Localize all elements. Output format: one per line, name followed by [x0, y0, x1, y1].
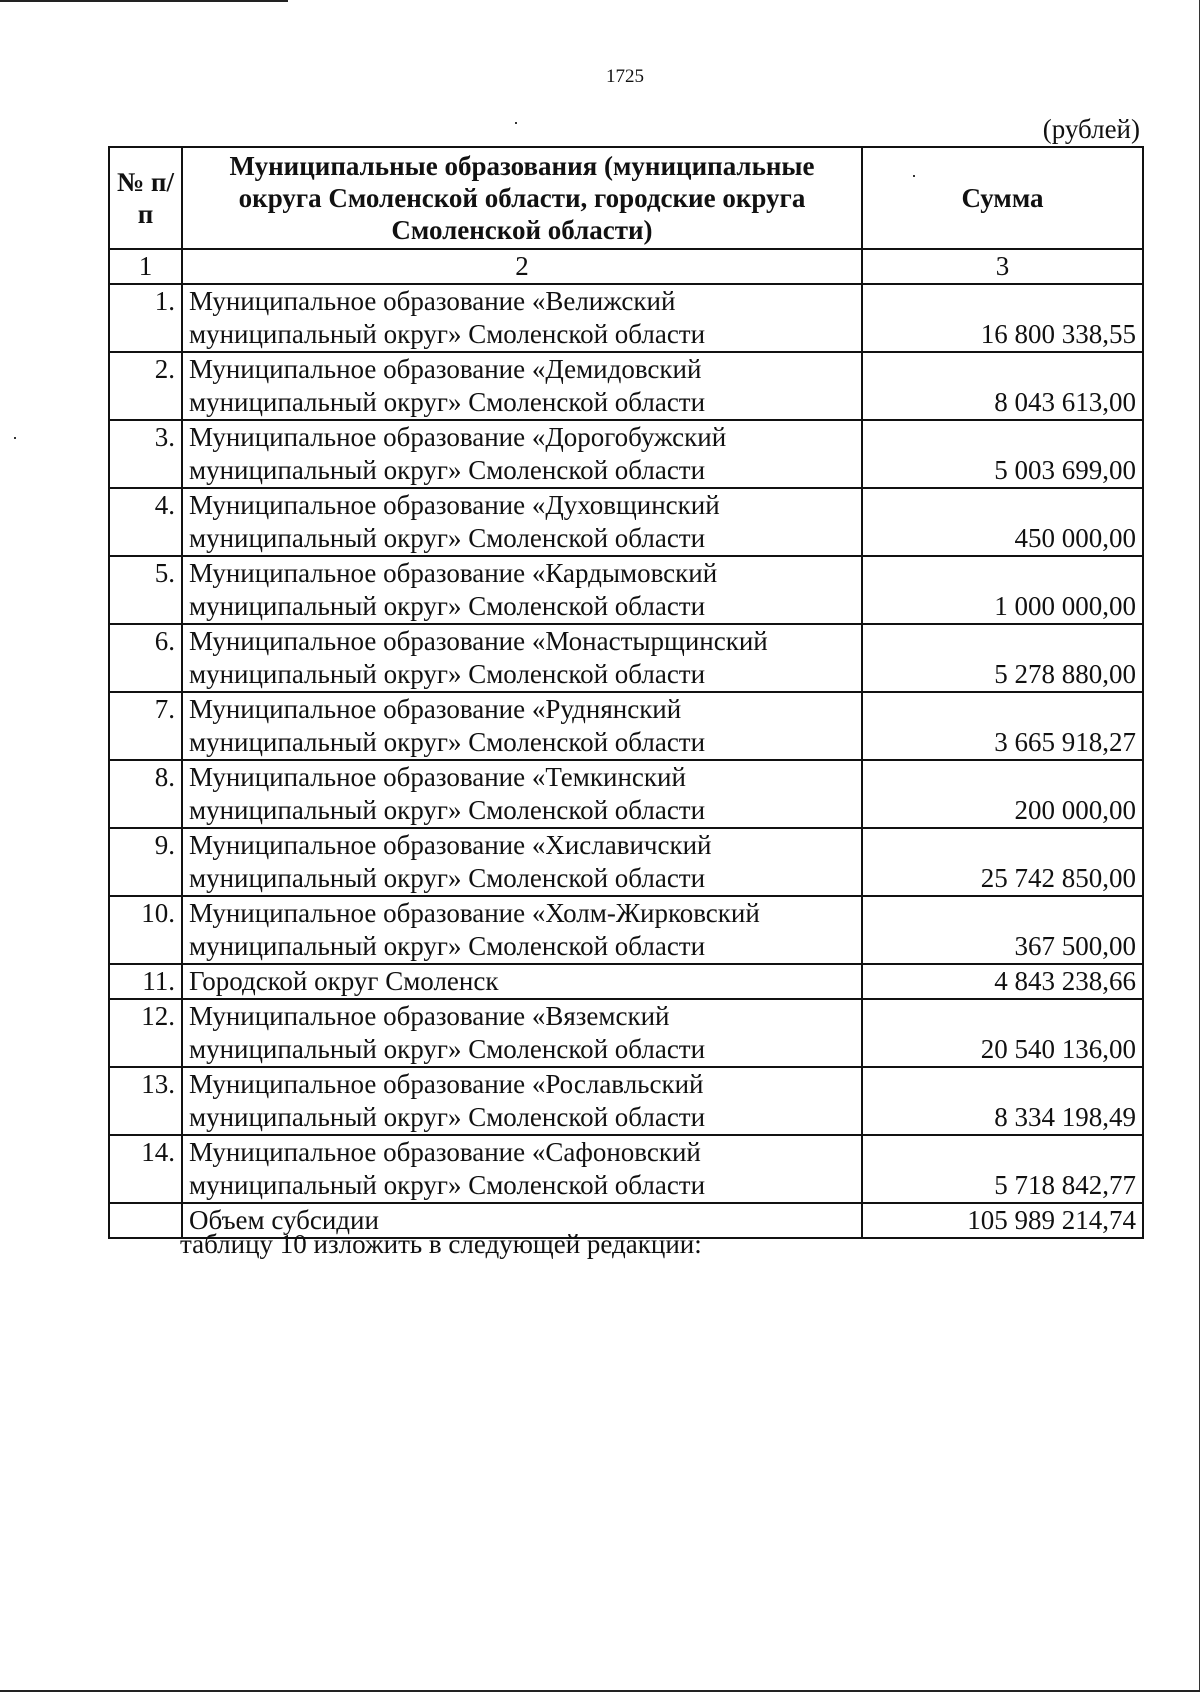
column-number: 1 — [109, 249, 182, 284]
municipality-line-1: Муниципальное образование «Темкинский — [189, 762, 686, 792]
row-municipality — [182, 964, 862, 999]
table-row — [109, 760, 1143, 828]
table-body — [109, 249, 1143, 1238]
row-municipality — [182, 999, 862, 1067]
municipality-line-2: муниципальный округ» Смоленской области — [189, 727, 706, 757]
table-row — [109, 692, 1143, 760]
row-number: 10. — [109, 896, 182, 964]
row-sum: 1 000 000,00 — [862, 556, 1143, 624]
row-sum: 5 278 880,00 — [862, 624, 1143, 692]
row-sum: 25 742 850,00 — [862, 828, 1143, 896]
municipality-line-2: муниципальный округ» Смоленской области — [189, 1170, 706, 1200]
table-row — [109, 964, 1143, 999]
row-number: 4. — [109, 488, 182, 556]
header-num: № п/п — [109, 147, 182, 249]
total-sum: 105 989 214,74 — [862, 1203, 1143, 1238]
table-row — [109, 284, 1143, 352]
units-label: (рублей) — [1042, 114, 1140, 144]
row-municipality — [182, 692, 862, 760]
row-number: 2. — [109, 352, 182, 420]
row-number: 11. — [109, 964, 182, 999]
row-number: 8. — [109, 760, 182, 828]
row-sum: 20 540 136,00 — [862, 999, 1143, 1067]
municipality-line-2: муниципальный округ» Смоленской области — [189, 863, 706, 893]
header-sum: Сумма — [862, 147, 1143, 249]
row-municipality — [182, 828, 862, 896]
column-number: 2 — [182, 249, 862, 284]
table-header-row — [109, 147, 1143, 249]
total-label: Объем субсидии — [182, 1203, 862, 1238]
municipality-line-1: Городской округ Смоленск — [189, 966, 499, 996]
subsidy-table — [108, 146, 1144, 1239]
municipality-line-1: Муниципальное образование «Хиславичский — [189, 830, 712, 860]
municipality-line-1: Муниципальное образование «Велижский — [189, 286, 676, 316]
table-row — [109, 999, 1143, 1067]
row-municipality — [182, 896, 862, 964]
municipality-line-1: Муниципальное образование «Руднянский — [189, 694, 682, 724]
total-empty-cell — [109, 1203, 182, 1238]
column-number-row — [109, 249, 1143, 284]
row-number: 6. — [109, 624, 182, 692]
row-municipality — [182, 624, 862, 692]
scan-speck — [14, 437, 16, 439]
municipality-line-2: муниципальный округ» Смоленской области — [189, 931, 706, 961]
row-number: 3. — [109, 420, 182, 488]
municipality-line-1: Муниципальное образование «Дорогобужский — [189, 422, 727, 452]
row-number: 9. — [109, 828, 182, 896]
municipality-line-1: Муниципальное образование «Рославльский — [189, 1069, 704, 1099]
table-row — [109, 828, 1143, 896]
row-municipality — [182, 556, 862, 624]
municipality-line-2: муниципальный округ» Смоленской области — [189, 523, 706, 553]
page-number: 1725 — [606, 66, 644, 87]
municipality-line-1: Муниципальное образование «Вяземский — [189, 1001, 670, 1031]
row-number: 7. — [109, 692, 182, 760]
row-sum: 450 000,00 — [862, 488, 1143, 556]
header-name: Муниципальные образования (муниципальные округа Смоленской области, городские округа Смоленской области) — [182, 147, 862, 249]
column-number: 3 — [862, 249, 1143, 284]
table-row — [109, 1067, 1143, 1135]
table-row — [109, 1135, 1143, 1203]
row-sum: 367 500,00 — [862, 896, 1143, 964]
municipality-line-2: муниципальный округ» Смоленской области — [189, 795, 706, 825]
municipality-line-2: муниципальный округ» Смоленской области — [189, 591, 706, 621]
table-row — [109, 624, 1143, 692]
row-sum: 5 718 842,77 — [862, 1135, 1143, 1203]
row-sum: 3 665 918,27 — [862, 692, 1143, 760]
municipality-line-2: муниципальный округ» Смоленской области — [189, 319, 706, 349]
row-municipality — [182, 760, 862, 828]
row-sum: 8 043 613,00 — [862, 352, 1143, 420]
municipality-line-1: Муниципальное образование «Холм-Жирковский — [189, 898, 760, 928]
table-row — [109, 556, 1143, 624]
row-municipality — [182, 420, 862, 488]
row-sum: 8 334 198,49 — [862, 1067, 1143, 1135]
row-municipality — [182, 352, 862, 420]
municipality-line-2: муниципальный округ» Смоленской области — [189, 387, 706, 417]
row-sum: 4 843 238,66 — [862, 964, 1143, 999]
municipality-line-1: Муниципальное образование «Монастырщинский — [189, 626, 768, 656]
scan-speck — [515, 122, 517, 124]
table-row — [109, 896, 1143, 964]
row-number: 5. — [109, 556, 182, 624]
municipality-line-2: муниципальный округ» Смоленской области — [189, 1034, 706, 1064]
row-sum: 5 003 699,00 — [862, 420, 1143, 488]
municipality-line-1: Муниципальное образование «Духовщинский — [189, 490, 720, 520]
row-municipality — [182, 488, 862, 556]
municipality-line-1: Муниципальное образование «Демидовский — [189, 354, 702, 384]
municipality-line-2: муниципальный округ» Смоленской области — [189, 455, 706, 485]
municipality-line-1: Муниципальное образование «Сафоновский — [189, 1137, 701, 1167]
row-municipality — [182, 284, 862, 352]
row-municipality — [182, 1067, 862, 1135]
following-text: таблицу 10 изложить в следующей редакции: — [180, 1229, 702, 1259]
table-row — [109, 352, 1143, 420]
row-number: 12. — [109, 999, 182, 1067]
table-row — [109, 488, 1143, 556]
municipality-line-2: муниципальный округ» Смоленской области — [189, 659, 706, 689]
row-municipality — [182, 1135, 862, 1203]
table-row — [109, 420, 1143, 488]
municipality-line-1: Муниципальное образование «Кардымовский — [189, 558, 718, 588]
scan-border-top — [0, 0, 288, 2]
row-sum: 16 800 338,55 — [862, 284, 1143, 352]
row-number: 14. — [109, 1135, 182, 1203]
row-number: 1. — [109, 284, 182, 352]
row-number: 13. — [109, 1067, 182, 1135]
municipality-line-2: муниципальный округ» Смоленской области — [189, 1102, 706, 1132]
row-sum: 200 000,00 — [862, 760, 1143, 828]
